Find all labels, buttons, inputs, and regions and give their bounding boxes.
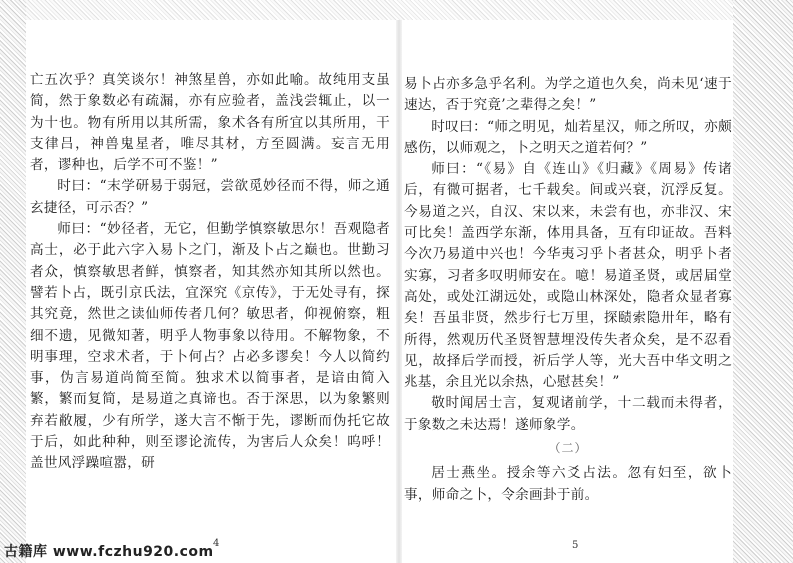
watermark-url: www.fczhu920.com [52, 544, 214, 560]
right-page [404, 0, 732, 563]
left-paragraph-3: 师曰：“妙径者，无它，但勤学慎察敏思尔！吾观隐者高士，必于此六字入易卜之门，渐及卜占之巅也。世勤习者众，慎察敏思者鲜，慎察者，知其然亦知其所以然也。譬若卜占，既引京氏法，宜深究《京传》，于无处寻有，探其究竟，然世之读仙师传者几何？敏思者，仰视俯察，粗细不遗，见微知著，明乎人物事象以待用。不解物象，不明事理，空求术者，于卜何占？占必多谬矣！今人以简约事，伪言易道尚简至简。独求术以简事者，是谙由简入繁，繁而复简，是易道之真谛也。否于深思，以为象繁则弃若敝履，少有所学，遂大言不惭于先，谬断而伪托它故于后，如此种种，则至谬论流传，为害后人众矣！呜呼！盖世风浮躁喧嚣，研 [30, 221, 390, 472]
section-number: （二） [548, 441, 588, 456]
right-paragraph-2: 时叹曰：“师之明见，灿若星汉，师之所叹，亦颇感伤，以师观之，卜之明天之道若何？” [404, 118, 732, 156]
right-paragraph-3: 师曰：“《易》自《连山》《归藏》《周易》传诸后，有微可据者，七千载矣。间或兴衰，沉浮反复。今易道之兴，自汉、宋以来，未尝有也，亦非汉、宋可比矣！盖西学东渐，体用具备，互有印证故。吾料今次乃易道中兴也！今华夷习乎卜者甚众，明乎卜者实寡，习者多叹明师安在。噫！易道圣贤，或居届堂高处，或处江湖远处，或隐山林深处，隐者众显者寡矣！吾虽非贤，然步行七万里，探赜索隐卅年，略有所得，然观历代圣贤智慧埋没传失者众矣，是不忍看见，故择后学而授，祈后学人等，光大吾中华文明之兆基，余且光以余热，心慰甚矣！” [404, 161, 732, 391]
watermark-site-name: 古籍库 [4, 544, 48, 560]
right-page-text [404, 74, 732, 506]
scan-edge-left [0, 0, 26, 563]
left-paragraph-2: 时曰：“末学研易于弱冠，尝欲觅妙径而不得，师之通玄捷径，可示否？” [30, 178, 390, 216]
right-paragraph-4: 敬时闻居士言，复观诸前学，十二载而未得者，于象数之未达焉！遂师象学。 [404, 395, 732, 433]
left-page-text [30, 70, 390, 475]
scan-edge-right [733, 0, 793, 563]
right-paragraph-5: 居士燕坐。授余等六爻占法。忽有妇至，欲卜事，师命之卜，令余画卦于前。 [404, 465, 732, 503]
left-paragraph-1: 亡五次乎？真笑谈尔！神煞星兽，亦如此喻。故纯用支虽简，然于象数必有疏漏，亦有应验者，盖浅尝辄止，以一为十也。物有所用以其所需，象术各有所宜以其所用，干支律吕，神兽鬼星者，唯尽其材，方至圆满。妄言无用者，谬种也，后学不可不鉴！” [30, 72, 390, 174]
left-page-number: 4 [213, 538, 220, 549]
right-page-number: 5 [572, 540, 579, 551]
book-gutter [396, 20, 402, 563]
left-page [30, 0, 390, 563]
right-paragraph-1: 易卜占亦多急乎名利。为学之道也久矣，尚未见‘速于速达，否于究竟’之辈得之矣！” [404, 76, 732, 114]
site-watermark [4, 541, 214, 561]
